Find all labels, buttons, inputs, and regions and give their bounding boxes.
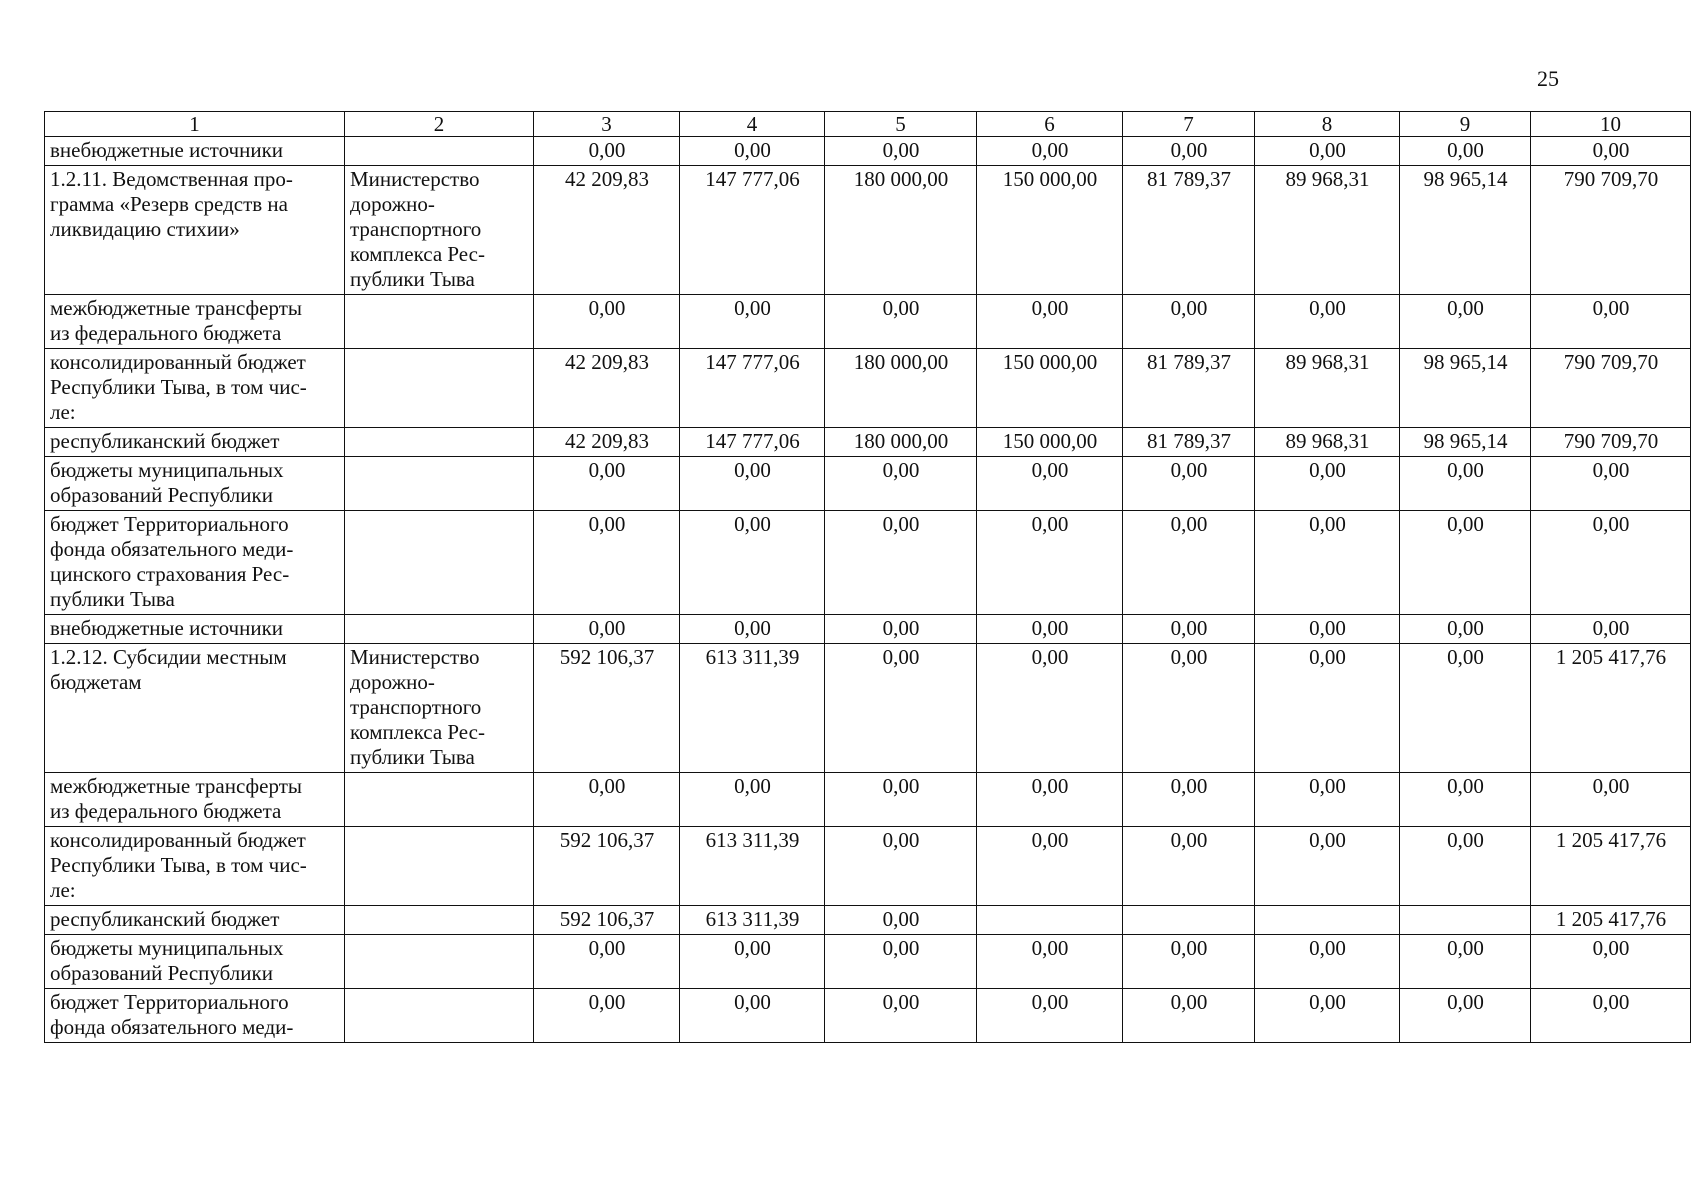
value-cell: 180 000,00 [825,428,977,457]
value-cell: 0,00 [977,511,1123,615]
row-name-cell: бюджеты муниципальных образований Республики [45,935,345,989]
value-cell: 150 000,00 [977,349,1123,428]
value-cell: 0,00 [1255,935,1400,989]
table-row [45,906,1691,935]
value-cell: 592 106,37 [534,827,680,906]
value-cell: 0,00 [1123,827,1255,906]
value-cell: 0,00 [534,773,680,827]
value-cell: 0,00 [680,615,825,644]
responsible-org-cell [345,989,534,1043]
value-cell: 0,00 [977,989,1123,1043]
value-cell: 0,00 [534,457,680,511]
value-cell: 0,00 [825,615,977,644]
value-cell [977,906,1123,935]
header-cell: 6 [977,112,1123,137]
value-cell: 613 311,39 [680,644,825,773]
row-name-cell: консолидированный бюджет Республики Тыва, в том чис- ле: [45,349,345,428]
table-row [45,349,1691,428]
value-cell: 0,00 [1123,644,1255,773]
value-cell: 0,00 [1255,989,1400,1043]
table-row [45,935,1691,989]
responsible-org-cell [345,935,534,989]
value-cell: 89 968,31 [1255,428,1400,457]
row-name-cell: межбюджетные трансферты из федерального бюджета [45,773,345,827]
row-name-cell: внебюджетные источники [45,137,345,166]
value-cell [1400,906,1531,935]
value-cell: 0,00 [680,989,825,1043]
value-cell: 0,00 [1255,511,1400,615]
responsible-org-cell [345,827,534,906]
value-cell: 0,00 [825,137,977,166]
value-cell: 0,00 [680,511,825,615]
value-cell: 0,00 [680,295,825,349]
row-name-cell: 1.2.12. Субсидии местным бюджетам [45,644,345,773]
responsible-org-cell [345,457,534,511]
header-cell: 5 [825,112,977,137]
value-cell: 150 000,00 [977,166,1123,295]
value-cell: 0,00 [1123,295,1255,349]
row-name-cell: республиканский бюджет [45,428,345,457]
value-cell: 150 000,00 [977,428,1123,457]
table-row [45,457,1691,511]
value-cell: 0,00 [825,644,977,773]
header-cell: 4 [680,112,825,137]
value-cell: 89 968,31 [1255,166,1400,295]
value-cell: 0,00 [1400,511,1531,615]
table-row [45,989,1691,1043]
value-cell: 0,00 [680,137,825,166]
value-cell: 0,00 [825,989,977,1043]
value-cell: 0,00 [1123,137,1255,166]
value-cell: 147 777,06 [680,349,825,428]
value-cell: 0,00 [534,295,680,349]
value-cell: 0,00 [534,137,680,166]
budget-table [44,111,1691,1043]
value-cell: 0,00 [977,137,1123,166]
value-cell: 790 709,70 [1531,349,1691,428]
value-cell: 180 000,00 [825,349,977,428]
value-cell: 0,00 [1400,644,1531,773]
row-name-cell: республиканский бюджет [45,906,345,935]
table-row [45,295,1691,349]
value-cell: 42 209,83 [534,428,680,457]
value-cell: 98 965,14 [1400,349,1531,428]
value-cell: 0,00 [977,773,1123,827]
header-row [45,112,1691,137]
value-cell: 0,00 [1255,773,1400,827]
value-cell: 0,00 [1255,827,1400,906]
value-cell: 0,00 [1123,935,1255,989]
header-cell: 3 [534,112,680,137]
table-row [45,137,1691,166]
value-cell: 0,00 [1400,935,1531,989]
row-name-cell: межбюджетные трансферты из федерального бюджета [45,295,345,349]
value-cell: 0,00 [534,511,680,615]
table-row [45,644,1691,773]
table-row [45,615,1691,644]
header-cell: 8 [1255,112,1400,137]
value-cell: 1 205 417,76 [1531,827,1691,906]
table-row [45,773,1691,827]
value-cell: 0,00 [1255,457,1400,511]
value-cell [1123,906,1255,935]
header-cell: 1 [45,112,345,137]
value-cell: 0,00 [1531,989,1691,1043]
header-cell: 2 [345,112,534,137]
table-body [45,137,1691,1043]
value-cell: 0,00 [1531,295,1691,349]
value-cell: 0,00 [680,935,825,989]
row-name-cell: бюджеты муниципальных образований Республики [45,457,345,511]
responsible-org-cell [345,511,534,615]
table-row [45,511,1691,615]
value-cell: 0,00 [1400,457,1531,511]
value-cell: 0,00 [1400,773,1531,827]
value-cell: 790 709,70 [1531,428,1691,457]
value-cell: 0,00 [1531,935,1691,989]
value-cell: 0,00 [825,295,977,349]
value-cell [1255,906,1400,935]
value-cell: 0,00 [1255,644,1400,773]
value-cell: 42 209,83 [534,349,680,428]
value-cell: 0,00 [1400,827,1531,906]
value-cell: 0,00 [1123,615,1255,644]
value-cell: 0,00 [1400,137,1531,166]
value-cell: 147 777,06 [680,166,825,295]
value-cell: 0,00 [1400,989,1531,1043]
responsible-org-cell [345,428,534,457]
value-cell: 0,00 [680,773,825,827]
value-cell: 0,00 [680,457,825,511]
row-name-cell: внебюджетные источники [45,615,345,644]
value-cell: 0,00 [977,457,1123,511]
value-cell: 98 965,14 [1400,166,1531,295]
value-cell: 0,00 [534,935,680,989]
value-cell: 592 106,37 [534,906,680,935]
table-row [45,827,1691,906]
value-cell: 1 205 417,76 [1531,906,1691,935]
value-cell: 0,00 [1123,511,1255,615]
value-cell: 81 789,37 [1123,428,1255,457]
value-cell: 0,00 [1255,615,1400,644]
value-cell: 0,00 [1400,615,1531,644]
value-cell: 613 311,39 [680,906,825,935]
row-name-cell: консолидированный бюджет Республики Тыва, в том чис- ле: [45,827,345,906]
value-cell: 0,00 [1123,989,1255,1043]
responsible-org-cell: Министерство дорожно- транспортного комплекса Рес- публики Тыва [345,166,534,295]
value-cell: 0,00 [1123,457,1255,511]
responsible-org-cell [345,295,534,349]
value-cell: 0,00 [1531,615,1691,644]
value-cell: 0,00 [825,457,977,511]
responsible-org-cell [345,773,534,827]
value-cell: 0,00 [825,935,977,989]
value-cell: 0,00 [825,511,977,615]
value-cell: 0,00 [1255,295,1400,349]
table-header [45,112,1691,137]
value-cell: 592 106,37 [534,644,680,773]
table-row [45,428,1691,457]
value-cell: 0,00 [977,644,1123,773]
value-cell: 0,00 [825,906,977,935]
responsible-org-cell [345,906,534,935]
value-cell: 0,00 [977,827,1123,906]
value-cell: 0,00 [977,935,1123,989]
value-cell: 0,00 [1531,773,1691,827]
responsible-org-cell [345,615,534,644]
value-cell: 0,00 [1531,137,1691,166]
value-cell: 0,00 [1531,457,1691,511]
value-cell: 0,00 [534,989,680,1043]
row-name-cell: бюджет Территориального фонда обязательного меди- цинского страхования Рес- публики Тыва [45,511,345,615]
value-cell: 0,00 [1531,511,1691,615]
value-cell: 0,00 [1255,137,1400,166]
header-cell: 10 [1531,112,1691,137]
header-cell: 9 [1400,112,1531,137]
value-cell: 0,00 [534,615,680,644]
value-cell: 98 965,14 [1400,428,1531,457]
value-cell: 0,00 [1123,773,1255,827]
value-cell: 1 205 417,76 [1531,644,1691,773]
value-cell: 42 209,83 [534,166,680,295]
value-cell: 147 777,06 [680,428,825,457]
value-cell: 180 000,00 [825,166,977,295]
value-cell: 0,00 [977,295,1123,349]
value-cell: 81 789,37 [1123,166,1255,295]
value-cell: 0,00 [825,773,977,827]
value-cell: 0,00 [825,827,977,906]
responsible-org-cell [345,349,534,428]
row-name-cell: бюджет Территориального фонда обязательного меди- [45,989,345,1043]
row-name-cell: 1.2.11. Ведомственная про- грамма «Резерв средств на ликвидацию стихии» [45,166,345,295]
page-number: 25 [1537,66,1559,91]
value-cell: 89 968,31 [1255,349,1400,428]
value-cell: 613 311,39 [680,827,825,906]
value-cell: 81 789,37 [1123,349,1255,428]
responsible-org-cell: Министерство дорожно- транспортного комплекса Рес- публики Тыва [345,644,534,773]
responsible-org-cell [345,137,534,166]
table-row [45,166,1691,295]
header-cell: 7 [1123,112,1255,137]
value-cell: 0,00 [977,615,1123,644]
value-cell: 790 709,70 [1531,166,1691,295]
value-cell: 0,00 [1400,295,1531,349]
